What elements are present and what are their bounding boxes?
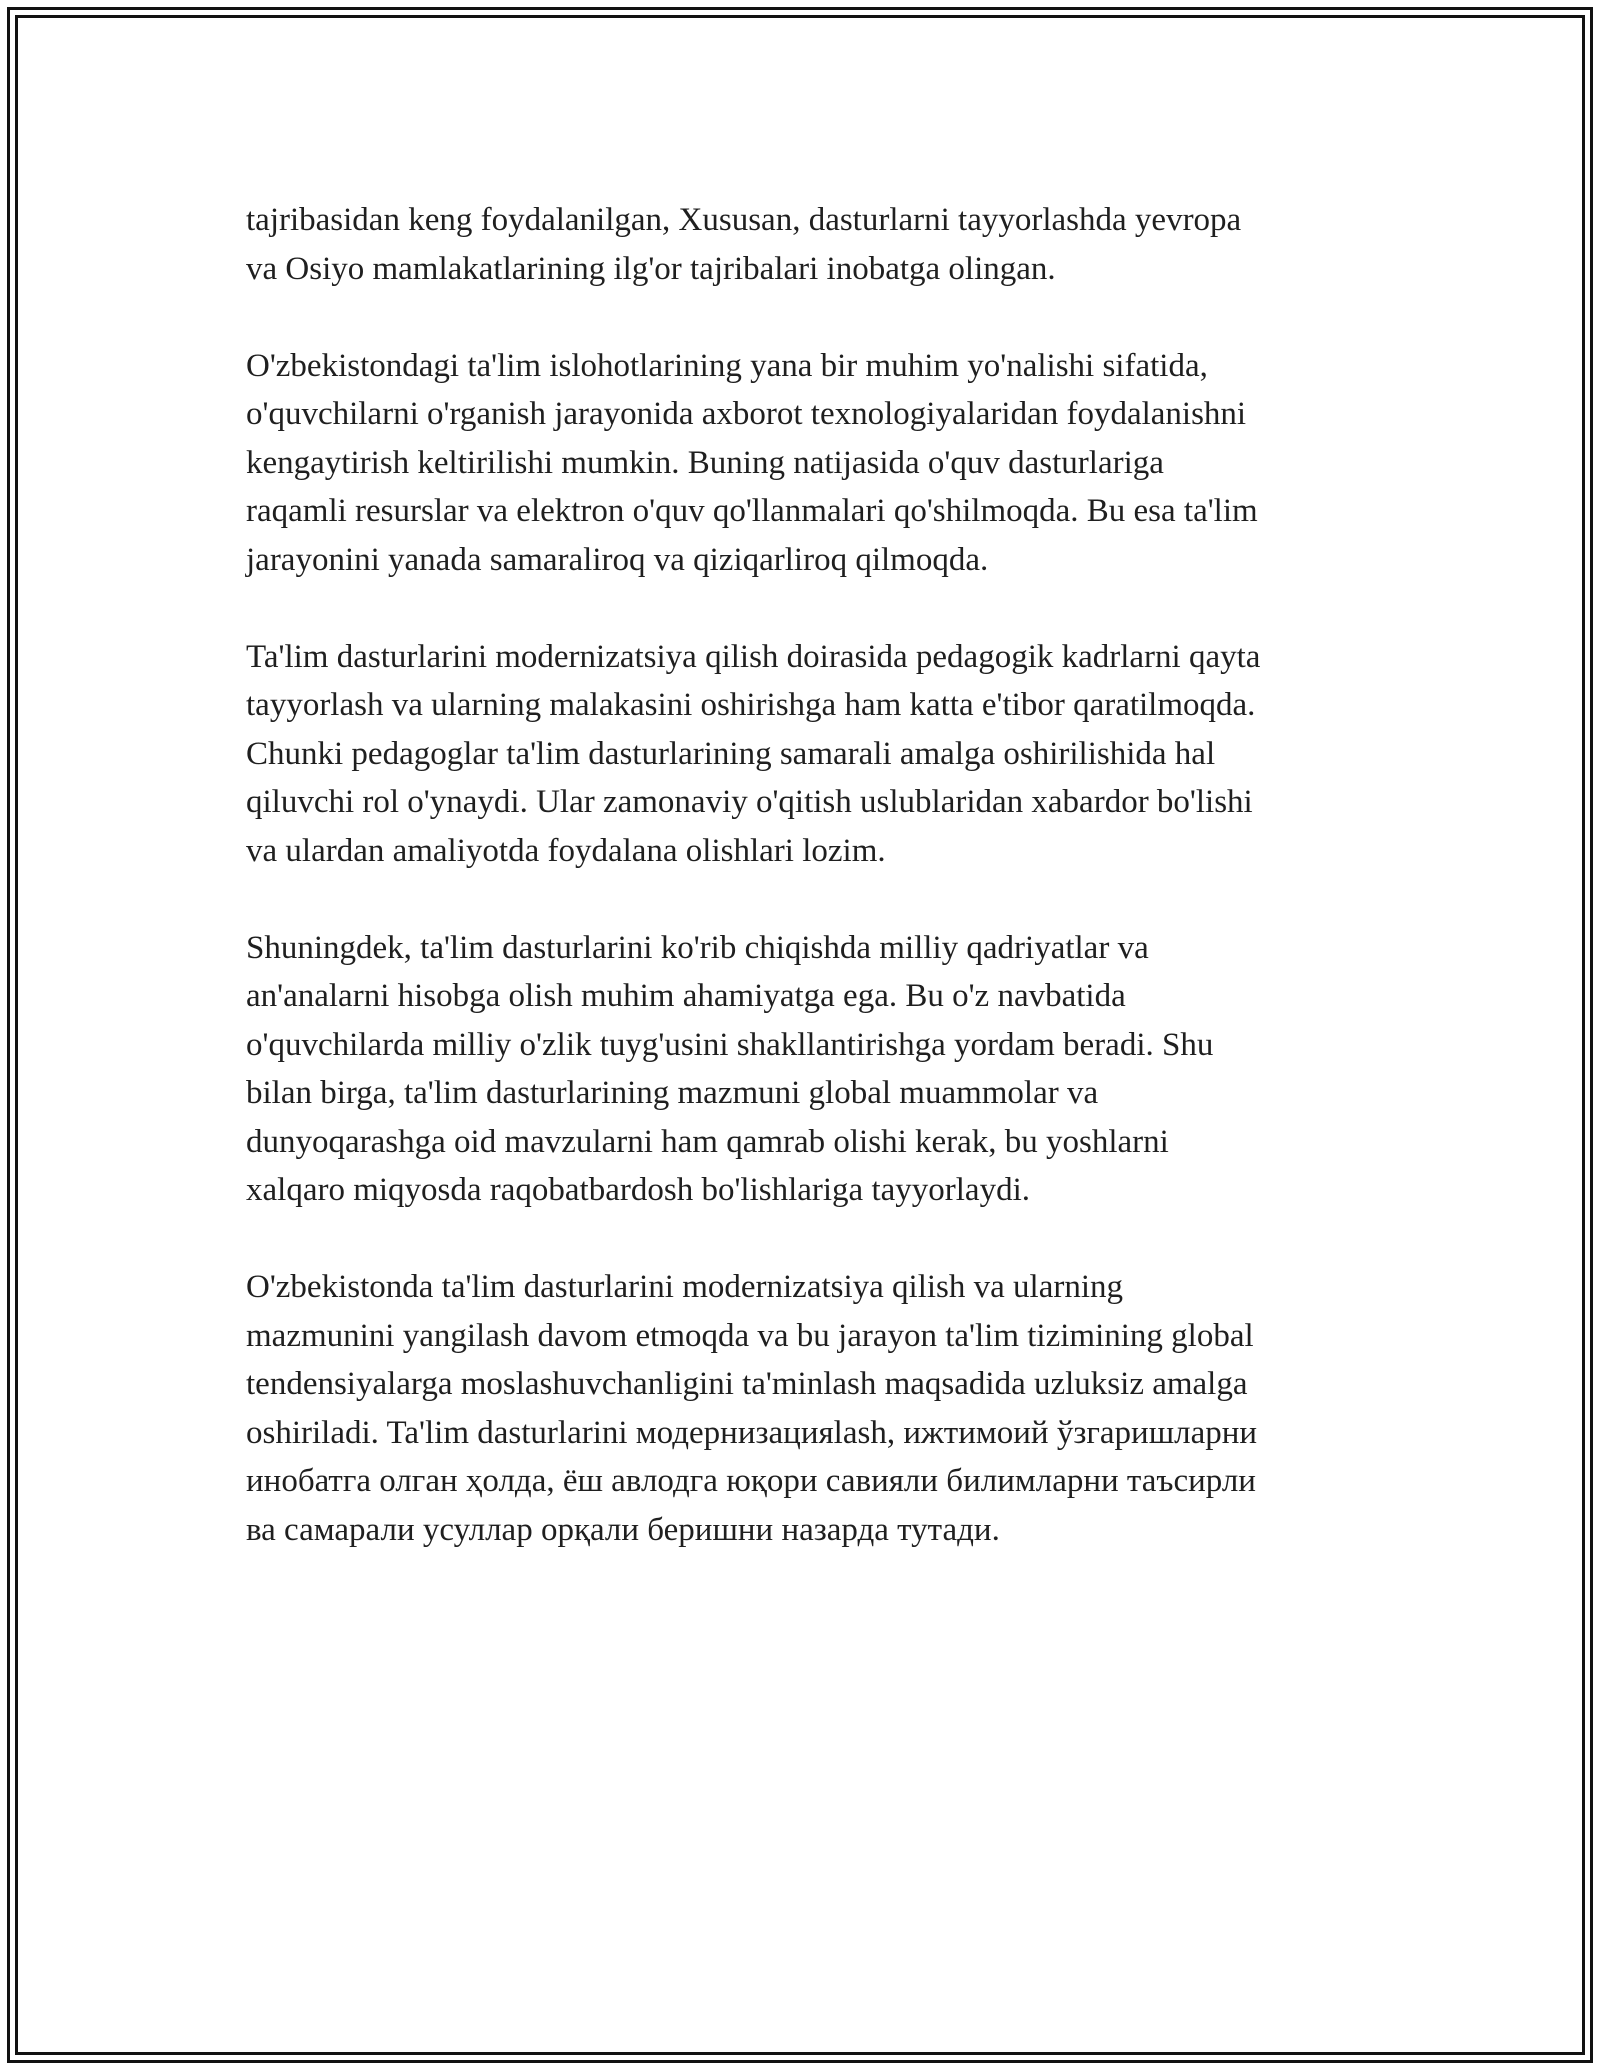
text-line: xalqaro miqyosda raqobatbardosh bo'lishlariga tayyorlaydi.: [246, 1172, 1030, 1208]
text-line: raqamli resurslar va elektron o'quv qo'llanmalari qo'shilmoqda. Bu esa ta'lim: [246, 493, 1258, 529]
text-line: O'zbekistondagi ta'lim islohotlarining yana bir muhim yo'nalishi sifatida,: [246, 347, 1208, 384]
text-line: qiluvchi rol o'ynaydi. Ular zamonaviy o'qitish uslublaridan xabardor bo'lishi: [246, 784, 1253, 820]
document-body: [246, 196, 1386, 1603]
text-line: tayyorlash va ularning malakasini oshirishga ham katta e'tibor qaratilmoqda.: [246, 687, 1256, 723]
text-line: bilan birga, ta'lim dasturlarining mazmuni global muammolar va: [246, 1075, 1099, 1111]
text-line: Ta'lim dasturlarini modernizatsiya qilish doirasida pedagogik kadrlarni qayta: [246, 638, 1261, 675]
paragraph-1: [246, 196, 1386, 293]
text-line: ва самарали усуллар орқали беришни назарда тутади.: [246, 1511, 1000, 1548]
text-line: dunyoqarashga oid mavzularni ham qamrab olishi kerak, bu yoshlarni: [246, 1123, 1169, 1160]
text-line: va ulardan amaliyotda foydalana olishlari lozim.: [246, 832, 886, 869]
paragraph-5: [246, 1263, 1386, 1554]
text-line: va Osiyo mamlakatlarining ilg'or tajribalari inobatga olingan.: [246, 250, 1056, 287]
paragraph-3: [246, 633, 1386, 876]
text-line: tajribasidan keng foydalanilgan, Xususan, dasturlarni tayyorlashda yevropa: [246, 202, 1242, 238]
text-line: oshiriladi. Ta'lim dasturlarini модернизацияlash, ижтимоий ўзгаришларни: [246, 1414, 1258, 1451]
page-frame: [7, 7, 1593, 2063]
text-line: mazmunini yangilash davom etmoqda va bu jarayon ta'lim tizimining global: [246, 1317, 1254, 1354]
paragraph-4: [246, 924, 1386, 1215]
paragraph-2: [246, 342, 1386, 585]
text-line: jarayonini yanada samaraliroq va qiziqarliroq qilmoqda.: [246, 541, 989, 578]
text-line: o'quvchilarda milliy o'zlik tuyg'usini shakllantirishga yordam beradi. Shu: [246, 1026, 1214, 1063]
text-line: o'quvchilarni o'rganish jarayonida axborot texnologiyalaridan foydalanishni: [246, 396, 1247, 432]
text-line: Shuningdek, ta'lim dasturlarini ko'rib chiqishda milliy qadriyatlar va: [246, 929, 1149, 966]
text-line: инобатга олган ҳолда, ёш авлодга юқори савияли билимларни таъсирли: [246, 1463, 1256, 1499]
text-line: an'analarni hisobga olish muhim ahamiyatga ega. Bu o'z navbatida: [246, 978, 1126, 1014]
text-line: Chunki pedagoglar ta'lim dasturlarining samarali amalga oshirilishida hal: [246, 735, 1216, 772]
text-line: tendensiyalarga moslashuvchanligini ta'minlash maqsadida uzluksiz amalga: [246, 1366, 1248, 1402]
text-line: kengaytirish keltirilishi mumkin. Buning natijasida o'quv dasturlariga: [246, 444, 1164, 481]
text-line: O'zbekistonda ta'lim dasturlarini modernizatsiya qilish va ularning: [246, 1269, 1124, 1305]
